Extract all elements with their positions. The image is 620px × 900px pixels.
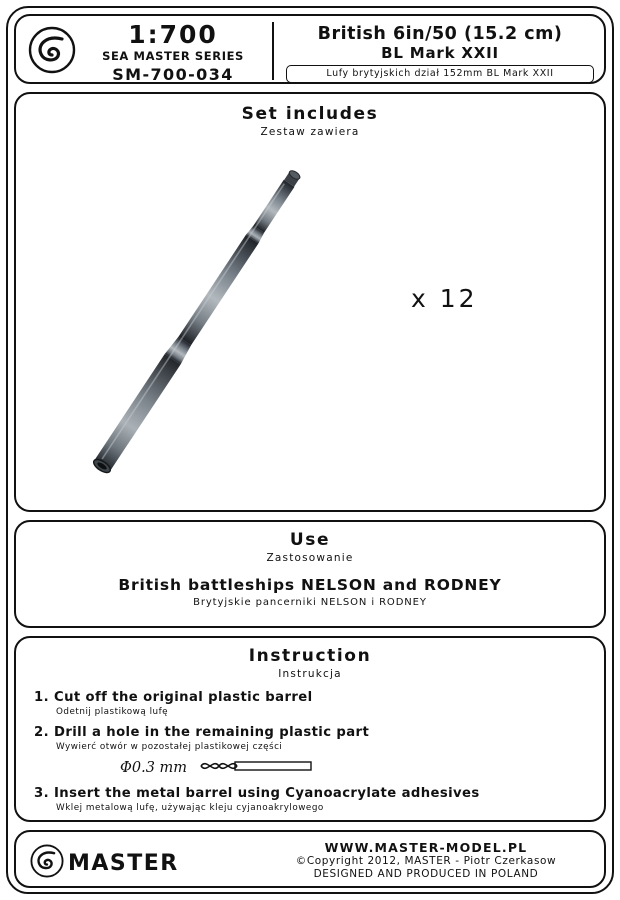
brand-name: MASTER	[68, 850, 179, 876]
footer-panel	[14, 830, 606, 888]
set-includes-title: Set includes	[241, 104, 379, 124]
scale-block	[78, 20, 268, 84]
instruction-steps	[16, 690, 604, 814]
header-divider	[272, 22, 274, 80]
drill-bit-icon	[197, 757, 317, 779]
instruction-panel	[14, 636, 606, 822]
use-application-en: British battleships NELSON and RODNEY	[118, 576, 502, 594]
instruction-step-en	[34, 725, 590, 741]
made-in-text: DESIGNED AND PRODUCED IN POLAND	[313, 868, 539, 880]
use-title: Use	[289, 530, 331, 550]
title-block	[278, 22, 602, 83]
master-swirl-icon	[30, 844, 64, 882]
header-panel	[14, 14, 606, 84]
page-subtitle: BL Mark XXII	[381, 44, 499, 62]
use-application-pl: Brytyjskie pancerniki NELSON i RODNEY	[193, 597, 427, 608]
instruction-step-pl: Wywierć otwór w pozostałej plastikowej części	[56, 742, 283, 752]
product-code: SM-700-034	[112, 65, 234, 84]
website-url[interactable]: WWW.MASTER-MODEL.PL	[324, 840, 528, 855]
set-includes-subtitle: Zestaw zawiera	[260, 126, 360, 138]
use-panel	[14, 520, 606, 628]
step-number: 2.	[34, 725, 49, 740]
footer-brand	[30, 844, 179, 882]
page-title: British 6in/50 (15.2 cm)	[317, 24, 563, 44]
series-text: SEA MASTER SERIES	[102, 49, 244, 63]
quantity-label: x 12	[411, 284, 478, 313]
instruction-subtitle: Instrukcja	[278, 668, 342, 680]
drill-spec-row	[120, 757, 590, 779]
step-text: Insert the metal barrel using Cyanoacrylate adhesives	[54, 786, 480, 801]
step-number: 3.	[34, 786, 49, 801]
master-swirl-icon	[28, 26, 76, 74]
instruction-step-pl: Odetnij plastikową lufę	[56, 707, 169, 717]
instruction-title: Instruction	[248, 646, 372, 666]
list-item	[34, 786, 590, 814]
instruction-step-en	[34, 786, 590, 802]
set-includes-panel	[14, 92, 606, 512]
instruction-step-pl: Wklej metalową lufę, używając kleju cyjanoakrylowego	[56, 803, 324, 813]
drill-diameter: Φ0.3 mm	[120, 760, 188, 776]
step-text: Drill a hole in the remaining plastic part	[54, 725, 370, 740]
use-subtitle: Zastosowanie	[266, 552, 354, 564]
gun-barrel-illustration	[16, 94, 604, 510]
title-polish: Lufy brytyjskich dział 152mm BL Mark XXII	[286, 65, 594, 83]
list-item	[34, 690, 590, 718]
step-text: Cut off the original plastic barrel	[54, 690, 313, 705]
copyright-text: ©Copyright 2012, MASTER - Piotr Czerkasow	[295, 855, 557, 867]
footer-text-block	[256, 840, 596, 881]
scale-text: 1:700	[128, 20, 218, 49]
list-item	[34, 725, 590, 779]
instruction-step-en	[34, 690, 590, 706]
step-number: 1.	[34, 690, 49, 705]
